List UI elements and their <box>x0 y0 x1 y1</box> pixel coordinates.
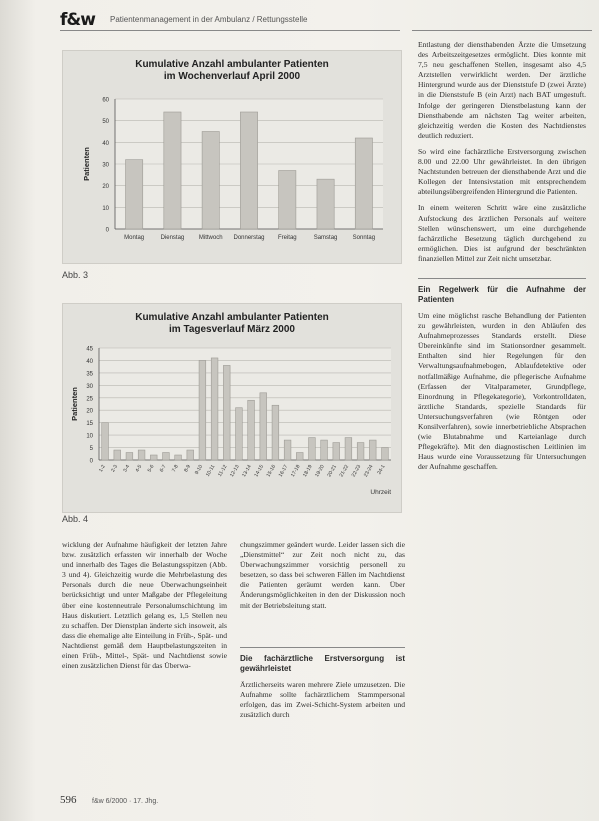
bar <box>317 179 334 229</box>
y-tick-label: 15 <box>86 421 93 428</box>
x-tick-label: 17-18 <box>289 464 302 479</box>
bar <box>187 450 194 460</box>
y-tick-label: 20 <box>86 408 93 415</box>
bar <box>309 438 316 460</box>
section-rule <box>418 278 586 279</box>
chart1-svg <box>63 51 401 263</box>
y-axis-label: Patienten <box>82 147 91 181</box>
bar <box>369 440 376 460</box>
bar <box>164 112 181 229</box>
bar <box>296 453 303 460</box>
bar <box>333 443 340 460</box>
bar <box>260 393 267 460</box>
figure1-caption: Abb. 3 <box>62 270 89 280</box>
x-tick-label: 10-11 <box>204 464 217 478</box>
x-tick-label: Donnerstag <box>233 235 265 241</box>
x-tick-label: Montag <box>124 235 145 241</box>
paragraph: Entlastung der diensthabenden Ärzte die Umsetzung des Arbeitszeitgesetzes ermöglicht. Dies konnte mit 7,5 neu geschaffenen Stellen, insgesamt also 4,5 Arztstellen verwirklicht werden. Der ärztliche Hintergrund wurde aus der Dienststufe D (zwei Ärzte) in die Dienststufe B (ein Arzt) nach BAT umgestuft. Infolge der geringeren Dienstbelastung kann der Diensthabende am nächsten Tag weiter arbeiten, gleichzeitig werden die Kosten des Nachtdienstes deutlich reduziert. <box>418 40 586 140</box>
bar <box>163 453 170 460</box>
chart2-svg <box>63 304 401 512</box>
figure-daily-chart <box>62 303 402 513</box>
x-tick-label: 18-19 <box>302 464 314 479</box>
bar <box>345 438 352 460</box>
x-tick-label: 8-9 <box>183 464 192 474</box>
y-tick-label: 10 <box>102 205 109 212</box>
bar <box>150 455 157 460</box>
bar <box>138 450 145 460</box>
figure-weekly-chart <box>62 50 402 264</box>
x-tick-label: 6-7 <box>158 464 168 474</box>
bar <box>321 440 328 460</box>
chart1-subtitle: im Wochenverlauf April 2000 <box>163 71 301 82</box>
x-tick-label: Dienstag <box>160 235 185 241</box>
x-tick-label: 21-22 <box>338 464 351 479</box>
y-tick-label: 30 <box>86 383 93 390</box>
header-rule <box>60 30 400 31</box>
y-tick-label: 0 <box>89 458 93 465</box>
bar <box>279 171 296 230</box>
section-rule <box>240 647 405 648</box>
header-rule-right <box>412 30 592 31</box>
bar <box>240 112 257 229</box>
y-tick-label: 10 <box>86 433 93 440</box>
bar <box>272 405 279 460</box>
x-tick-label: 11-12 <box>217 464 229 478</box>
x-tick-label: 19-20 <box>314 464 326 479</box>
section-heading: Die fachärztliche Erstversorgung ist gewährleistet <box>240 653 405 673</box>
x-tick-label: 2-3 <box>110 464 119 474</box>
x-tick-label: 12-13 <box>229 464 241 479</box>
x-tick-label: 24-1 <box>376 464 387 476</box>
y-axis-label: Patienten <box>70 387 79 421</box>
y-tick-label: 30 <box>102 162 109 169</box>
text-column-3 <box>418 40 586 478</box>
paragraph: Um eine möglichst rasche Behandlung der Patienten zu gewährleisten, wurden in den Abläufen des Aufnahmeprozesses Standards erstellt. Diese Übereinkünfte sind im Stationsordner gesammelt. Enthalten sind hier Regelungen für den Verwaltungsaufnahmebogen, Ablaufdetektive oder notfallmäßige Aufnahme, die pflegerische Aufnahme (Erfassen der Vitalparameter, Grundpflege, Einordnung in Pflegekategorie), Vorkontrolldaten, ärztliche Standards, spezielle Standards für Untersuchungsverfahren (wie Röntgen oder Konsilverfahren), sowie innerbetriebliche Absprachen (wie Blutabnahme und Karteianlage durch Pflegekräfte). Mit den diagnostischen Leitlinien im Haus wurde eine Voraussetzung für Untersuchungen der Aufnahme geschaffen. <box>418 310 586 472</box>
journal-issue: f&w 6/2000 · 17. Jhg. <box>92 798 159 805</box>
x-tick-label: 5-6 <box>146 464 156 474</box>
bar <box>102 423 109 460</box>
page-header <box>60 10 590 30</box>
x-tick-label: 9-10 <box>193 464 205 476</box>
y-tick-label: 40 <box>102 140 109 147</box>
bar <box>355 138 372 229</box>
bar <box>175 455 182 460</box>
bar <box>199 360 206 460</box>
bar <box>236 408 243 460</box>
chart2-title: Kumulative Anzahl ambulanter Patienten <box>135 312 329 323</box>
running-title: Patientenmanagement in der Ambulanz / Rettungsstelle <box>110 15 308 24</box>
text-column-2 <box>240 540 405 726</box>
x-tick-label: Samstag <box>313 235 338 241</box>
paragraph: chungszimmer geändert wurde. Leider lassen sich die „Dienstmittel“ zur Zeit noch nicht zu, das Überwachungszimmer vorsichtig personell zu besetzen, so dass bei schweren Fällen im Nachtdienst die Patienten geräumt werden kann. Über Änderungsmöglichkeiten in den der Diskussion noch mit der Betriebsleitung statt. <box>240 540 405 610</box>
bar <box>126 160 143 229</box>
bar <box>202 132 219 230</box>
y-tick-label: 20 <box>102 184 109 191</box>
text-column-1 <box>62 540 227 677</box>
x-tick-label: 7-8 <box>171 464 180 474</box>
y-tick-label: 0 <box>105 227 109 234</box>
y-tick-label: 35 <box>86 371 93 378</box>
page-number: 596 <box>60 794 77 806</box>
x-tick-label: Freitag <box>277 235 297 241</box>
paragraph: Ärztlicherseits waren mehrere Ziele umzusetzen. Die Aufnahme sollte fachärztlichem Stammpersonal erfolgen, das im Zwei-Schicht-System arbeiten und zusätzlich durch <box>240 679 405 719</box>
section-heading: Ein Regelwerk für die Aufnahme der Patienten <box>418 284 586 304</box>
bar <box>223 365 230 460</box>
x-tick-label: 22-23 <box>350 464 363 479</box>
chart2-subtitle: im Tagesverlauf März 2000 <box>169 324 295 335</box>
x-tick-label: 20-21 <box>326 464 338 479</box>
x-tick-label: 4-5 <box>134 464 144 474</box>
x-tick-label: 14-15 <box>253 464 265 479</box>
bar <box>357 443 364 460</box>
paragraph: wicklung der Aufnahme häufigkeit der letzten Jahre bzw. zusätzlich erfassten wir innerhalb der Woche und innerhalb des Tages die Belastungsspitzen (Abb. 3 und 4). Gleichzeitig wurde die Mehrbelastung des Personals durch die neue Überwachungseinheit berücksichtigt und unter Maßgabe der Pflegeleitung über eine kostenneutrale Personalumschichtung im Haus diskutiert. Letztlich gelang es, 1,5 Stellen neu zu schaffen. Der Dienstplan änderte sich insoweit, als dass die ehemalige alte Einteilung in Früh-, Spät- und Nachtdienst gemäß dem Hauptbelastungszeiten in einen Früh-, Mittel-, Spät- und Nachtdienst sowie einen zusätzlichen Dienst für das Überwa- <box>62 540 227 671</box>
paragraph: In einem weiteren Schritt wäre eine zusätzliche Aufstockung des ärztlichen Personals auf weitere Stellen wünschenswert, um eine durchgehende fachärztliche Besetzung täglich durchgehend zu ermöglichen. Dies ist aufgrund der beschränkten finanziellen Mittel zur Zeit nicht umsetzbar. <box>418 203 586 263</box>
x-tick-label: 23-24 <box>362 464 375 479</box>
x-tick-label: 15-16 <box>265 464 278 479</box>
x-tick-label: 3-4 <box>122 464 132 474</box>
x-tick-label: Mittwoch <box>198 235 223 241</box>
bar <box>126 453 133 460</box>
y-tick-label: 40 <box>86 358 93 365</box>
bar <box>211 358 218 460</box>
chart1-title: Kumulative Anzahl ambulanter Patienten <box>135 59 329 70</box>
x-tick-label: 1-2 <box>98 464 107 474</box>
x-axis-label: Uhrzeit <box>370 489 391 496</box>
bar <box>382 448 389 460</box>
y-tick-label: 60 <box>102 97 109 104</box>
journal-logo: f&w <box>60 10 95 30</box>
bar <box>114 450 121 460</box>
x-tick-label: 13-14 <box>241 464 253 479</box>
bar <box>284 440 291 460</box>
x-tick-label: 16-17 <box>277 464 290 479</box>
figure2-caption: Abb. 4 <box>62 514 89 524</box>
y-tick-label: 45 <box>86 346 93 353</box>
y-tick-label: 5 <box>89 446 93 453</box>
x-tick-label: Sonntag <box>352 235 376 241</box>
y-tick-label: 50 <box>102 119 109 126</box>
y-tick-label: 25 <box>86 396 93 403</box>
paragraph: So wird eine fachärztliche Erstversorgung zwischen 8.00 und 22.00 Uhr gewährleistet. In den übrigen Nachtstunden betreuen der diensthabende Arzt und die Kollegen der Intensivstation mit entsprechendem abteilungsübergreifenden Hintergrund die Patienten. <box>418 146 586 197</box>
bar <box>248 400 255 460</box>
